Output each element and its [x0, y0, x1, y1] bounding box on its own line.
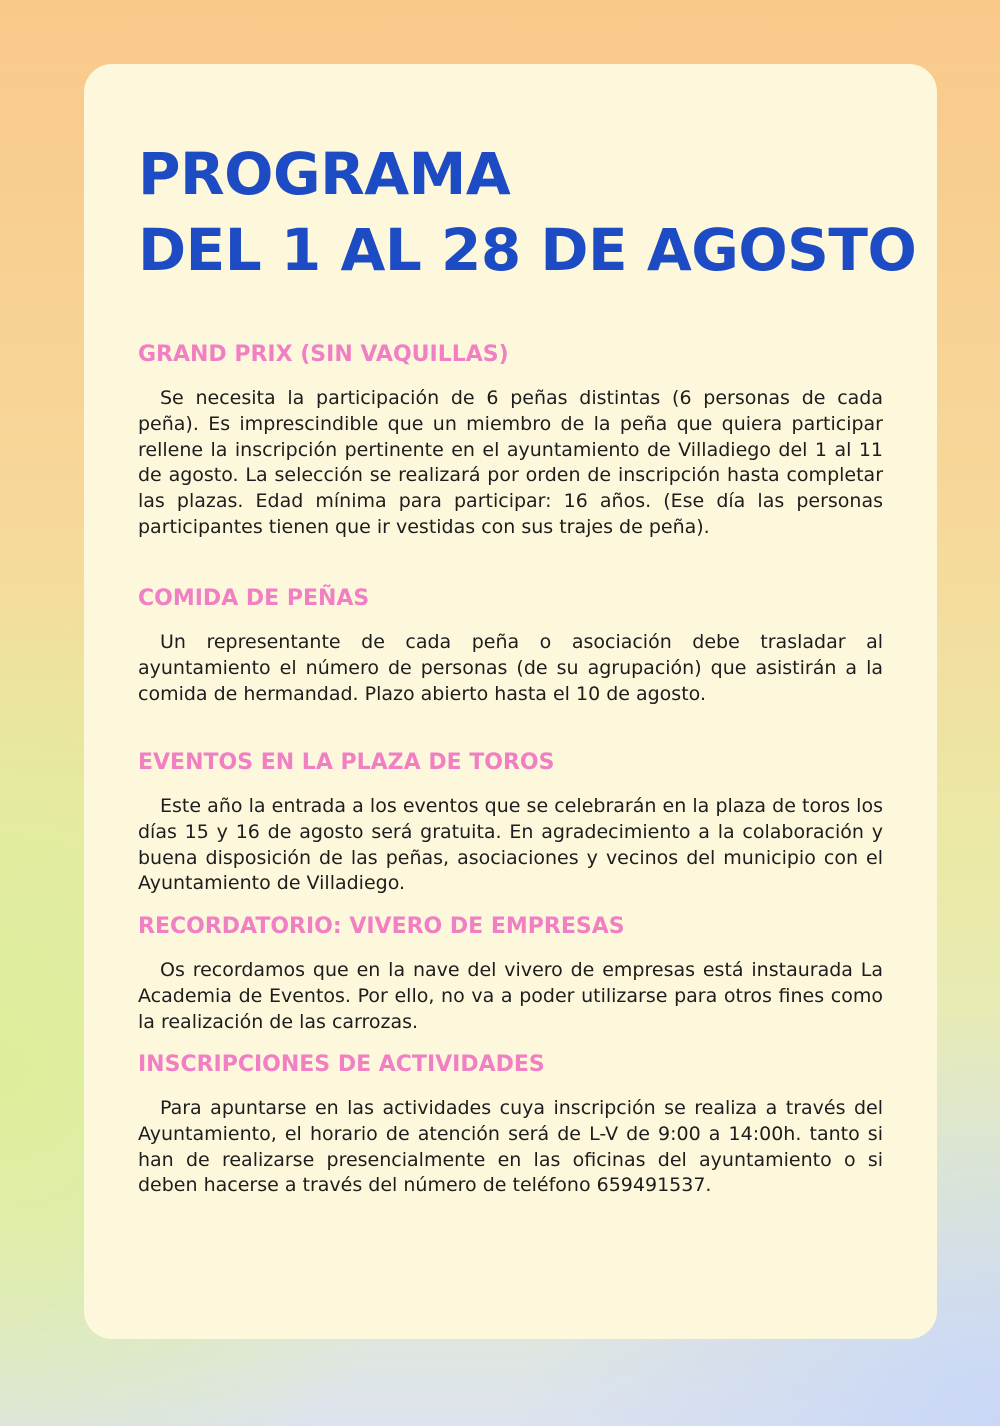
section-body: Este año la entrada a los eventos que se celebrarán en la plaza de toros los días 15 y 16 de agosto será gratuita. En agradecimiento a la colaboración y buena disposición de las peñas, asociaciones y vecinos del municipio con el Ayuntamiento de Villadiego. — [138, 795, 883, 895]
section-body: Se necesita la participación de 6 peñas distintas (6 personas de cada peña). Es imprescindible que un miembro de la peña que quiera participar rellene la inscripción pertinente en el ayuntamiento de Villadiego del 1 al 11 de agosto. La selección se realizará por orden de inscripción hasta completar las plazas. Edad mínima para participar: 16 años. (Ese día las personas participantes tienen que ir vestidas con sus trajes de peña). — [138, 387, 883, 538]
section-heading: GRAND PRIX (SIN VAQUILLAS) — [138, 342, 509, 367]
section-plaza-de-toros — [138, 750, 883, 897]
page-title — [138, 136, 916, 288]
section-grand-prix — [138, 342, 883, 541]
section-heading: EVENTOS EN LA PLAZA DE TOROS — [138, 750, 555, 775]
section-vivero-de-empresas — [138, 914, 883, 1035]
title-line-1: PROGRAMA — [138, 140, 511, 208]
section-body: Os recordamos que en la nave del vivero de empresas está instaurada La Academia de Eventos. Por ello, no va a poder utilizarse para otros fines como la realización de las carrozas. — [138, 959, 883, 1033]
section-heading: COMIDA DE PEÑAS — [138, 586, 370, 611]
section-comida-de-penas — [138, 586, 883, 707]
section-inscripciones — [138, 1052, 883, 1199]
section-body: Un representante de cada peña o asociación debe trasladar al ayuntamiento el número de personas (de su agrupación) que asistirán a la comida de hermandad. Plazo abierto hasta el 10 de agosto. — [138, 631, 883, 705]
section-heading: INSCRIPCIONES DE ACTIVIDADES — [138, 1052, 545, 1077]
section-heading: RECORDATORIO: VIVERO DE EMPRESAS — [138, 914, 625, 939]
title-line-2: DEL 1 AL 28 DE AGOSTO — [138, 216, 917, 284]
section-body: Para apuntarse en las actividades cuya inscripción se realiza a través del Ayuntamiento, el horario de atención será de L-V de 9:00 a 14:00h. tanto si han de realizarse presencialmente en las oficinas del ayuntamiento o si deben hacerse a través del número de teléfono 659491537. — [138, 1097, 883, 1197]
